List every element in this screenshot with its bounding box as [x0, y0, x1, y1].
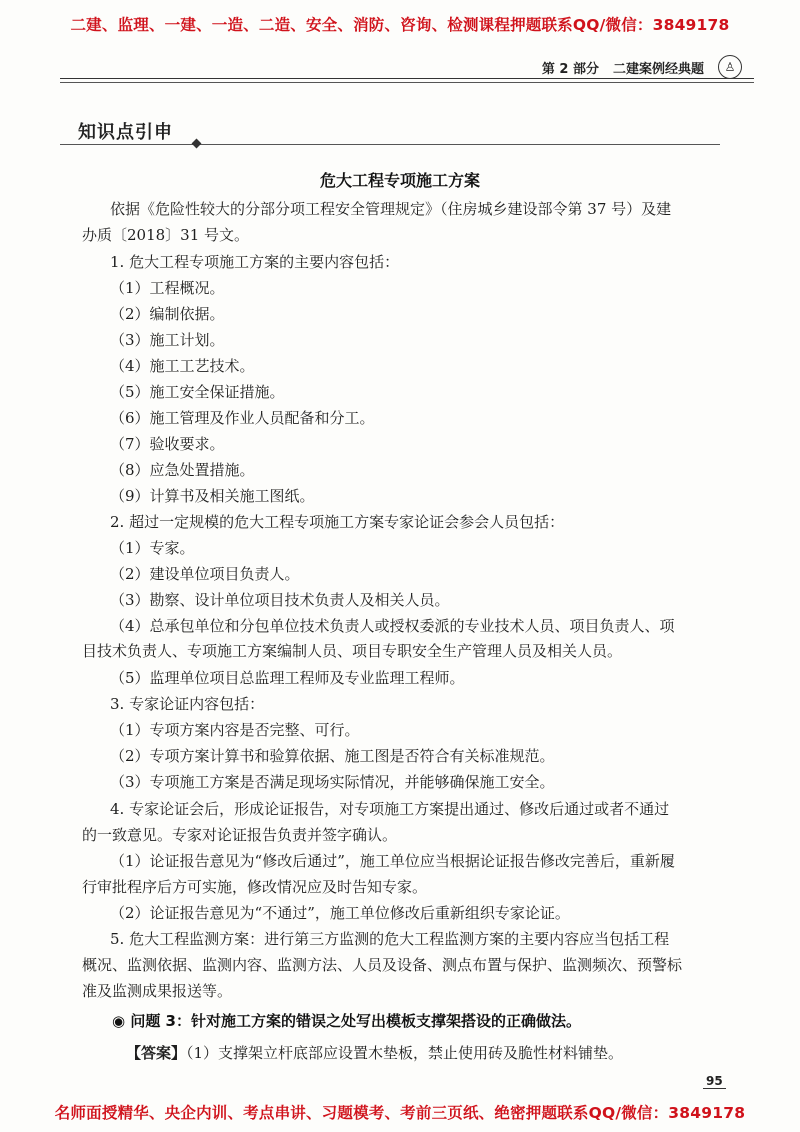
body-line: （1）工程概况。	[110, 279, 225, 297]
body-line: （5）施工安全保证措施。	[110, 383, 285, 401]
body-line: 1. 危大工程专项施工方案的主要内容包括：	[110, 253, 400, 271]
body-line: 依据《危险性较大的分部分项工程安全管理规定》（住房城乡建设部令第 37 号）及建	[110, 200, 672, 218]
body-line: （4）总承包单位和分包单位技术负责人或授权委派的专业技术人员、项目负责人、项	[110, 617, 675, 635]
answer-block	[126, 1042, 623, 1063]
header-rule-thin	[60, 82, 754, 83]
body-line: 4. 专家论证会后，形成论证报告，对专项施工方案提出通过、修改后通过或者不通过	[110, 800, 670, 818]
answer-text: （1）支撑架立杆底部应设置木垫板，禁止使用砖及脆性材料铺垫。	[186, 1044, 624, 1062]
body-line: （2）建设单位项目负责人。	[110, 565, 300, 583]
body-line: 概况、监测依据、监测内容、监测方法、人员及设备、测点布置与保护、监测频次、预警标	[82, 956, 683, 974]
header-rule-thick	[60, 78, 754, 79]
body-line: （1）专家。	[110, 539, 195, 557]
body-line: （3）勘察、设计单位项目技术负责人及相关人员。	[110, 591, 450, 609]
body-line: （4）施工工艺技术。	[110, 357, 255, 375]
top-promo-banner: 二建、监理、一建、一造、二造、安全、消防、咨询、检测课程押题联系QQ/微信：3849178	[70, 16, 730, 34]
body-line: 办质〔2018〕31 号文。	[82, 226, 250, 244]
diamond-icon	[192, 139, 202, 149]
document-title: 危大工程专项施工方案	[319, 171, 480, 190]
body-line: 2. 超过一定规模的危大工程专项施工方案专家论证会参会人员包括：	[110, 513, 565, 531]
body-line: （5）监理单位项目总监理工程师及专业监理工程师。	[110, 669, 465, 687]
body-line: （7）验收要求。	[110, 435, 225, 453]
body-line: 5. 危大工程监测方案：进行第三方监测的危大工程监测方案的主要内容应当包括工程	[110, 930, 670, 948]
running-head-title: 二建案例经典题	[612, 61, 704, 77]
body-line: （6）施工管理及作业人员配备和分工。	[110, 409, 375, 427]
section-rule	[60, 144, 720, 145]
running-head	[542, 55, 742, 79]
body-line: 行审批程序后方可实施，修改情况应及时告知专家。	[82, 878, 428, 896]
bottom-promo-banner: 名师面授精华、央企内训、考点串讲、习题模考、考前三页纸、绝密押题联系QQ/微信：3849178	[54, 1104, 746, 1122]
page-number: 95	[703, 1074, 726, 1089]
body-line: （8）应急处置措施。	[110, 461, 255, 479]
body-line: （9）计算书及相关施工图纸。	[110, 487, 315, 505]
body-line: 目技术负责人、专项施工方案编制人员、项目专职安全生产管理人员及相关人员。	[82, 642, 623, 660]
question-3-text: 问题 3：针对施工方案的错误之处写出模板支撑架搭设的正确做法。	[130, 1012, 581, 1030]
body-line: （2）编制依据。	[110, 305, 225, 323]
section-label: 知识点引申	[78, 122, 173, 143]
body-line: （2）论证报告意见为“不通过”，施工单位修改后重新组织专家论证。	[110, 904, 570, 922]
body-line: （1）论证报告意见为“修改后通过”，施工单位应当根据论证报告修改完善后，重新履	[110, 852, 675, 870]
body-line: （3）专项施工方案是否满足现场实际情况，并能够确保施工安全。	[110, 773, 555, 791]
running-head-part: 第 2 部分	[541, 61, 599, 77]
answer-tag: 【答案】	[126, 1044, 187, 1062]
chess-pawn-icon: ♙	[718, 55, 742, 79]
body-line: 的一致意见。专家对论证报告负责并签字确认。	[82, 826, 398, 844]
body-line: （1）专项方案内容是否完整、可行。	[110, 721, 360, 739]
target-bullet-icon: ◉	[112, 1012, 126, 1030]
body-line: （2）专项方案计算书和验算依据、施工图是否符合有关标准规范。	[110, 747, 555, 765]
body-line: 准及监测成果报送等。	[82, 982, 233, 1000]
body-line: 3. 专家论证内容包括：	[110, 695, 265, 713]
body-line: （3）施工计划。	[110, 331, 225, 349]
question-3	[112, 1010, 581, 1031]
